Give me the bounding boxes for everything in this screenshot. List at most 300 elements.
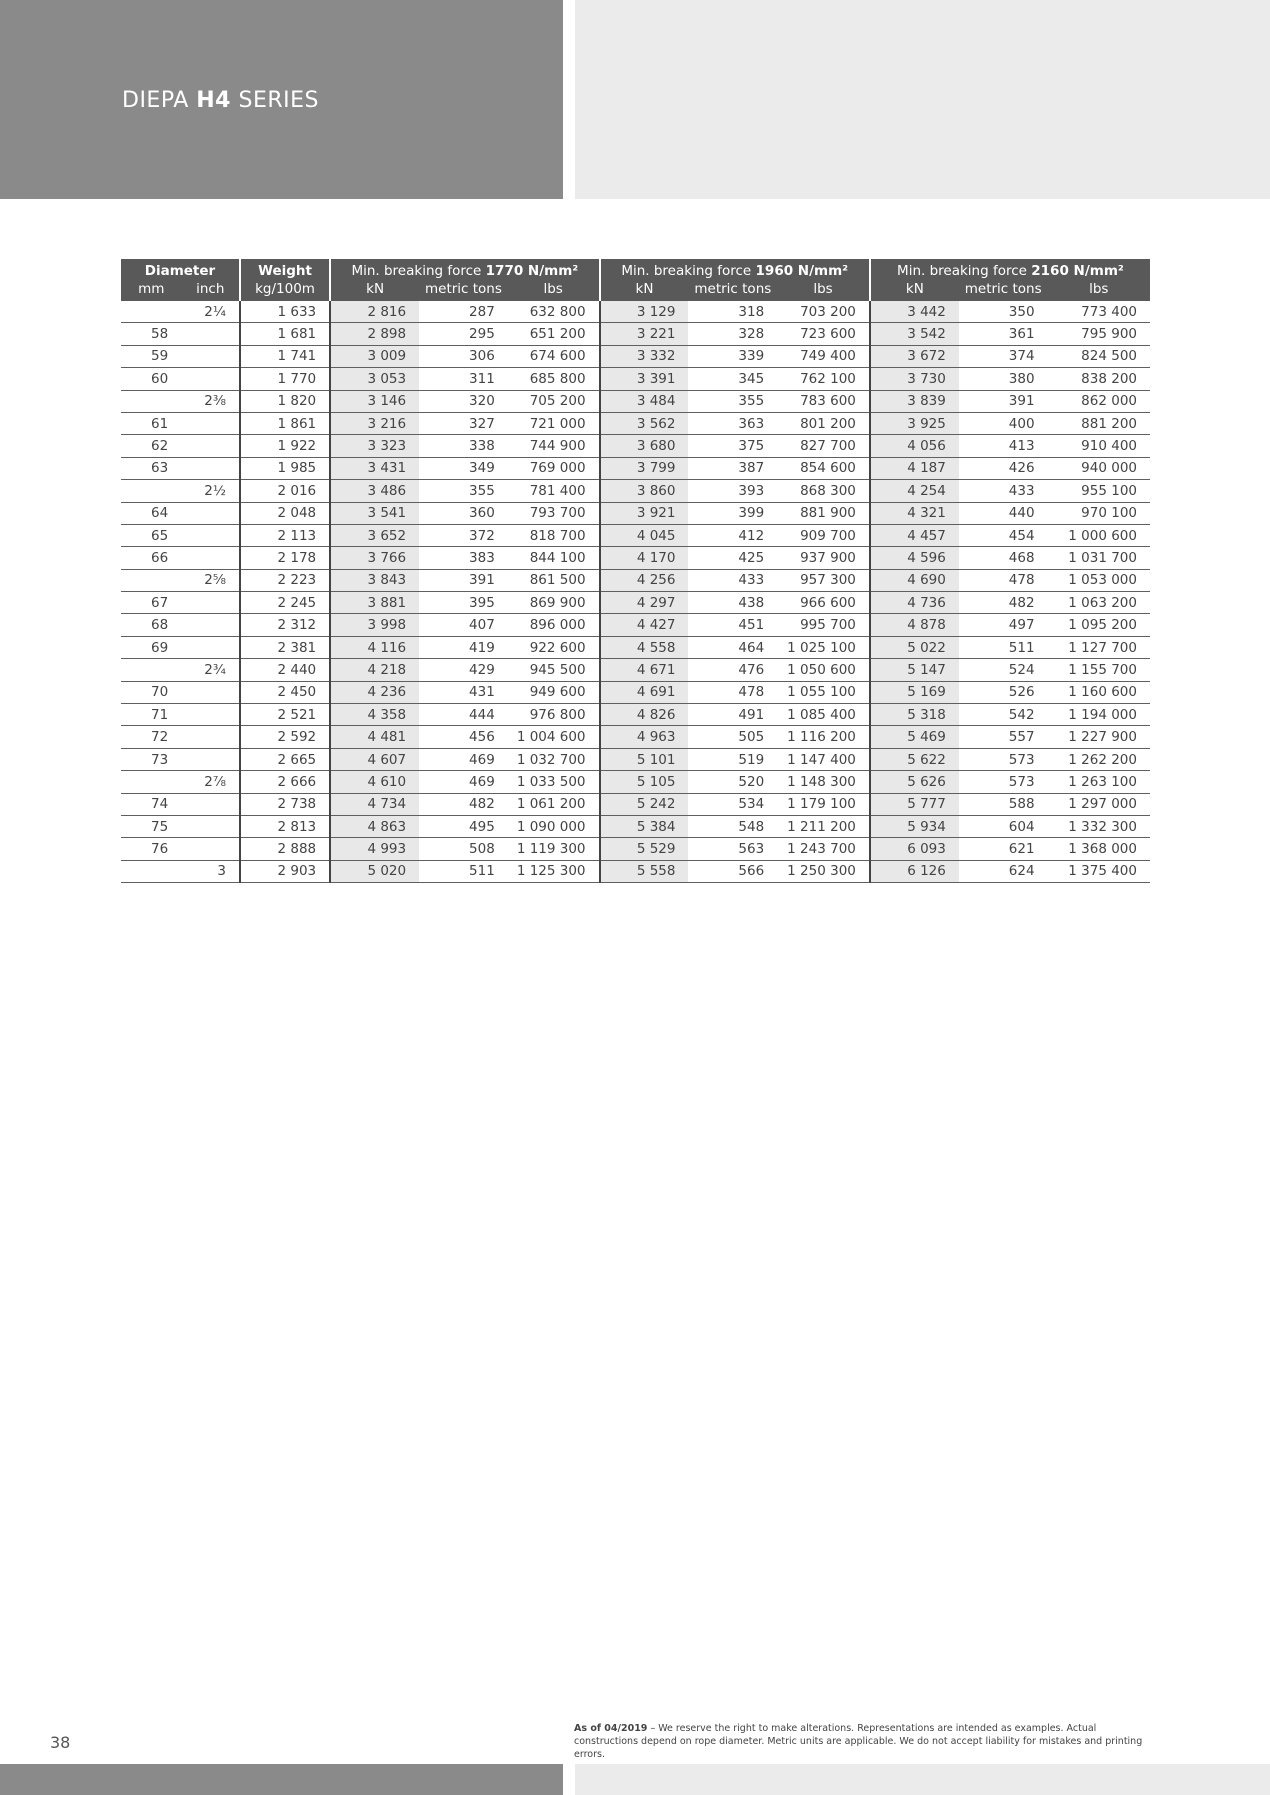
cell-tons-1770: 372 (419, 524, 508, 546)
cell-inch (182, 681, 240, 703)
cell-lbs-1960: 783 600 (777, 390, 870, 412)
cell-lbs-2160: 1 332 300 (1048, 815, 1150, 837)
cell-kn-2160: 4 457 (870, 524, 959, 546)
cell-weight: 2 738 (240, 793, 330, 815)
cell-tons-1770: 429 (419, 659, 508, 681)
cell-kn-2160: 5 147 (870, 659, 959, 681)
cell-weight: 1 861 (240, 412, 330, 434)
cell-tons-1960: 355 (688, 390, 777, 412)
group-1770-header (330, 259, 599, 280)
cell-lbs-1770: 651 200 (508, 323, 600, 345)
cell-lbs-1960: 1 116 200 (777, 726, 870, 748)
cell-kn-2160: 3 442 (870, 301, 959, 323)
cell-kn-2160: 5 626 (870, 771, 959, 793)
table-row (121, 569, 1150, 591)
cell-weight: 2 813 (240, 815, 330, 837)
cell-tons-1960: 328 (688, 323, 777, 345)
cell-mm (121, 569, 182, 591)
cell-tons-1770: 295 (419, 323, 508, 345)
cell-tons-2160: 440 (959, 502, 1048, 524)
table-row (121, 659, 1150, 681)
cell-tons-1770: 349 (419, 457, 508, 479)
cell-lbs-1770: 674 600 (508, 345, 600, 367)
cell-tons-2160: 497 (959, 614, 1048, 636)
table-row (121, 771, 1150, 793)
cell-weight: 1 741 (240, 345, 330, 367)
kn-header: kN (600, 280, 689, 301)
cell-lbs-1960: 1 085 400 (777, 704, 870, 726)
cell-weight: 1 985 (240, 457, 330, 479)
cell-kn-1770: 4 218 (330, 659, 419, 681)
cell-mm: 69 (121, 636, 182, 658)
cell-kn-1770: 4 116 (330, 636, 419, 658)
table-row (121, 435, 1150, 457)
cell-kn-2160: 5 318 (870, 704, 959, 726)
cell-tons-1960: 375 (688, 435, 777, 457)
cell-tons-1770: 327 (419, 412, 508, 434)
cell-kn-1770: 3 323 (330, 435, 419, 457)
cell-kn-1770: 3 652 (330, 524, 419, 546)
cell-kn-1960: 3 799 (600, 457, 689, 479)
cell-tons-2160: 482 (959, 592, 1048, 614)
footnote-date: As of 04/2019 (574, 1723, 648, 1734)
cell-lbs-1770: 769 000 (508, 457, 600, 479)
cell-lbs-2160: 955 100 (1048, 480, 1150, 502)
cell-inch: 2½ (182, 480, 240, 502)
cell-mm: 58 (121, 323, 182, 345)
cell-lbs-1960: 703 200 (777, 301, 870, 323)
cell-tons-1960: 345 (688, 368, 777, 390)
cell-inch (182, 435, 240, 457)
cell-lbs-2160: 940 000 (1048, 457, 1150, 479)
table-body (121, 301, 1150, 883)
group-2160-header (870, 259, 1150, 280)
cell-tons-1960: 438 (688, 592, 777, 614)
table-row (121, 860, 1150, 882)
cell-tons-2160: 621 (959, 838, 1048, 860)
cell-kn-1960: 5 101 (600, 748, 689, 770)
table-row (121, 480, 1150, 502)
cell-inch: 2⅝ (182, 569, 240, 591)
cell-mm: 71 (121, 704, 182, 726)
cell-weight: 2 450 (240, 681, 330, 703)
group-1960-strength: 1960 N/mm² (755, 263, 849, 279)
cell-tons-2160: 433 (959, 480, 1048, 502)
cell-tons-2160: 400 (959, 412, 1048, 434)
weight-unit-header: kg/100m (240, 280, 330, 301)
cell-kn-2160: 3 542 (870, 323, 959, 345)
cell-lbs-1960: 801 200 (777, 412, 870, 434)
cell-tons-2160: 573 (959, 771, 1048, 793)
cell-lbs-1770: 705 200 (508, 390, 600, 412)
cell-kn-1960: 3 680 (600, 435, 689, 457)
cell-weight: 2 223 (240, 569, 330, 591)
cell-mm: 67 (121, 592, 182, 614)
cell-mm: 65 (121, 524, 182, 546)
cell-tons-1770: 495 (419, 815, 508, 837)
cell-kn-1770: 3 486 (330, 480, 419, 502)
cell-lbs-1960: 723 600 (777, 323, 870, 345)
cell-tons-1960: 433 (688, 569, 777, 591)
cell-lbs-2160: 1 368 000 (1048, 838, 1150, 860)
cell-mm: 68 (121, 614, 182, 636)
cell-lbs-2160: 1 263 100 (1048, 771, 1150, 793)
cell-kn-1770: 3 431 (330, 457, 419, 479)
cell-lbs-2160: 1 160 600 (1048, 681, 1150, 703)
cell-tons-1960: 505 (688, 726, 777, 748)
group-1960-header (600, 259, 870, 280)
cell-kn-1960: 4 297 (600, 592, 689, 614)
cell-tons-2160: 380 (959, 368, 1048, 390)
cell-mm: 61 (121, 412, 182, 434)
cell-lbs-2160: 824 500 (1048, 345, 1150, 367)
cell-mm: 70 (121, 681, 182, 703)
cell-lbs-1770: 861 500 (508, 569, 600, 591)
cell-lbs-1770: 632 800 (508, 301, 600, 323)
cell-lbs-1770: 844 100 (508, 547, 600, 569)
cell-inch: 2¾ (182, 659, 240, 681)
cell-lbs-1770: 1 061 200 (508, 793, 600, 815)
cell-tons-1770: 431 (419, 681, 508, 703)
table-row (121, 592, 1150, 614)
table-row (121, 547, 1150, 569)
cell-lbs-1770: 949 600 (508, 681, 600, 703)
cell-tons-1770: 469 (419, 771, 508, 793)
cell-tons-1960: 520 (688, 771, 777, 793)
cell-kn-1770: 4 993 (330, 838, 419, 860)
cell-lbs-1960: 1 147 400 (777, 748, 870, 770)
table-row (121, 681, 1150, 703)
cell-kn-1770: 4 236 (330, 681, 419, 703)
cell-tons-1960: 387 (688, 457, 777, 479)
table-row (121, 838, 1150, 860)
cell-lbs-2160: 1 262 200 (1048, 748, 1150, 770)
cell-kn-1770: 3 053 (330, 368, 419, 390)
metric-tons-header: metric tons (688, 280, 777, 301)
cell-weight: 2 888 (240, 838, 330, 860)
cell-tons-1960: 566 (688, 860, 777, 882)
series-suffix: SERIES (238, 88, 319, 113)
cell-kn-2160: 4 736 (870, 592, 959, 614)
cell-inch (182, 345, 240, 367)
cell-kn-1770: 3 766 (330, 547, 419, 569)
cell-lbs-1960: 995 700 (777, 614, 870, 636)
cell-inch (182, 323, 240, 345)
cell-kn-1770: 3 541 (330, 502, 419, 524)
cell-kn-2160: 3 925 (870, 412, 959, 434)
cell-lbs-1960: 1 148 300 (777, 771, 870, 793)
table-row (121, 614, 1150, 636)
cell-kn-2160: 5 169 (870, 681, 959, 703)
cell-weight: 2 381 (240, 636, 330, 658)
cell-kn-2160: 5 622 (870, 748, 959, 770)
cell-mm (121, 390, 182, 412)
cell-weight: 2 113 (240, 524, 330, 546)
table-row (121, 323, 1150, 345)
lbs-header: lbs (777, 280, 870, 301)
table-row (121, 704, 1150, 726)
cell-inch: 2⅜ (182, 390, 240, 412)
cell-mm: 76 (121, 838, 182, 860)
cell-kn-2160: 4 056 (870, 435, 959, 457)
cell-lbs-2160: 1 031 700 (1048, 547, 1150, 569)
table-row (121, 457, 1150, 479)
cell-kn-2160: 4 321 (870, 502, 959, 524)
cell-lbs-2160: 1 155 700 (1048, 659, 1150, 681)
cell-tons-1960: 393 (688, 480, 777, 502)
cell-kn-2160: 5 022 (870, 636, 959, 658)
cell-kn-1960: 3 129 (600, 301, 689, 323)
cell-inch (182, 815, 240, 837)
cell-kn-2160: 3 839 (870, 390, 959, 412)
cell-lbs-1770: 721 000 (508, 412, 600, 434)
cell-lbs-1770: 1 004 600 (508, 726, 600, 748)
cell-weight: 2 666 (240, 771, 330, 793)
cell-lbs-1770: 793 700 (508, 502, 600, 524)
cell-mm: 59 (121, 345, 182, 367)
cell-lbs-2160: 862 000 (1048, 390, 1150, 412)
cell-weight: 2 312 (240, 614, 330, 636)
cell-inch (182, 502, 240, 524)
cell-inch: 3 (182, 860, 240, 882)
cell-mm (121, 771, 182, 793)
cell-mm: 74 (121, 793, 182, 815)
cell-tons-1770: 311 (419, 368, 508, 390)
cell-lbs-1770: 818 700 (508, 524, 600, 546)
cell-tons-1770: 419 (419, 636, 508, 658)
cell-kn-1770: 4 734 (330, 793, 419, 815)
cell-lbs-2160: 795 900 (1048, 323, 1150, 345)
footnote-text: – We reserve the right to make alterations. Representations are intended as examples. Actual constructions depend on rope diameter. Metric units are applicable. We do not accept liability for mistakes and printing errors. (574, 1723, 1143, 1760)
cell-kn-1960: 4 558 (600, 636, 689, 658)
cell-tons-1770: 482 (419, 793, 508, 815)
cell-mm: 62 (121, 435, 182, 457)
cell-tons-1770: 383 (419, 547, 508, 569)
cell-inch: 2¼ (182, 301, 240, 323)
cell-weight: 2 245 (240, 592, 330, 614)
table-row (121, 748, 1150, 770)
cell-kn-2160: 3 730 (870, 368, 959, 390)
group-1960-prefix: Min. breaking force (621, 263, 752, 279)
cell-mm (121, 480, 182, 502)
cell-tons-2160: 557 (959, 726, 1048, 748)
table-row (121, 301, 1150, 323)
metric-tons-header: metric tons (959, 280, 1048, 301)
cell-tons-1960: 519 (688, 748, 777, 770)
cell-inch (182, 726, 240, 748)
cell-inch (182, 457, 240, 479)
cell-weight: 1 770 (240, 368, 330, 390)
cell-kn-2160: 3 672 (870, 345, 959, 367)
cell-kn-1960: 5 558 (600, 860, 689, 882)
cell-tons-1770: 511 (419, 860, 508, 882)
cell-lbs-1770: 744 900 (508, 435, 600, 457)
cell-kn-2160: 4 596 (870, 547, 959, 569)
cell-mm: 73 (121, 748, 182, 770)
cell-tons-2160: 542 (959, 704, 1048, 726)
cell-lbs-1770: 1 032 700 (508, 748, 600, 770)
cell-lbs-1960: 909 700 (777, 524, 870, 546)
footer-band-light (575, 1764, 1270, 1795)
cell-lbs-2160: 1 127 700 (1048, 636, 1150, 658)
cell-tons-2160: 624 (959, 860, 1048, 882)
table-row (121, 726, 1150, 748)
cell-mm (121, 860, 182, 882)
cell-lbs-1960: 966 600 (777, 592, 870, 614)
cell-lbs-1960: 1 179 100 (777, 793, 870, 815)
cell-tons-1960: 491 (688, 704, 777, 726)
cell-kn-1770: 3 216 (330, 412, 419, 434)
cell-tons-1770: 338 (419, 435, 508, 457)
cell-weight: 2 592 (240, 726, 330, 748)
diameter-header: Diameter (121, 259, 240, 280)
brand-name: DIEPA (122, 88, 189, 113)
footer-band-dark (0, 1764, 563, 1795)
cell-kn-1960: 5 105 (600, 771, 689, 793)
cell-mm: 60 (121, 368, 182, 390)
inch-header: inch (182, 280, 240, 301)
cell-lbs-2160: 1 375 400 (1048, 860, 1150, 882)
cell-tons-1960: 412 (688, 524, 777, 546)
cell-inch (182, 793, 240, 815)
cell-tons-1960: 534 (688, 793, 777, 815)
cell-tons-1960: 339 (688, 345, 777, 367)
cell-kn-1770: 3 881 (330, 592, 419, 614)
cell-inch (182, 592, 240, 614)
table-row (121, 345, 1150, 367)
cell-tons-2160: 361 (959, 323, 1048, 345)
cell-tons-1770: 407 (419, 614, 508, 636)
cell-tons-2160: 454 (959, 524, 1048, 546)
cell-weight: 2 016 (240, 480, 330, 502)
cell-lbs-1960: 881 900 (777, 502, 870, 524)
group-1770-strength: 1770 N/mm² (485, 263, 579, 279)
cell-lbs-1770: 1 125 300 (508, 860, 600, 882)
cell-weight: 2 521 (240, 704, 330, 726)
group-2160-strength: 2160 N/mm² (1031, 263, 1124, 279)
cell-tons-1770: 456 (419, 726, 508, 748)
cell-mm: 66 (121, 547, 182, 569)
cell-tons-2160: 573 (959, 748, 1048, 770)
page-number: 38 (50, 1733, 71, 1752)
cell-tons-1960: 318 (688, 301, 777, 323)
cell-lbs-1960: 1 025 100 (777, 636, 870, 658)
cell-tons-2160: 413 (959, 435, 1048, 457)
cell-kn-1960: 3 484 (600, 390, 689, 412)
header-band-light (575, 0, 1270, 199)
footnote (574, 1722, 1154, 1761)
cell-kn-2160: 4 254 (870, 480, 959, 502)
cell-kn-2160: 5 777 (870, 793, 959, 815)
lbs-header: lbs (1048, 280, 1150, 301)
cell-tons-2160: 374 (959, 345, 1048, 367)
cell-kn-2160: 5 469 (870, 726, 959, 748)
cell-tons-1770: 306 (419, 345, 508, 367)
header-row-units (121, 280, 1150, 301)
cell-mm (121, 659, 182, 681)
cell-kn-1960: 4 045 (600, 524, 689, 546)
cell-tons-1960: 425 (688, 547, 777, 569)
cell-kn-1960: 5 242 (600, 793, 689, 815)
table-row (121, 524, 1150, 546)
header-row-titles (121, 259, 1150, 280)
kn-header: kN (870, 280, 959, 301)
cell-kn-1960: 4 691 (600, 681, 689, 703)
kn-header: kN (330, 280, 419, 301)
cell-kn-2160: 6 126 (870, 860, 959, 882)
cell-lbs-2160: 1 227 900 (1048, 726, 1150, 748)
cell-lbs-2160: 881 200 (1048, 412, 1150, 434)
cell-mm: 72 (121, 726, 182, 748)
cell-kn-1770: 3 009 (330, 345, 419, 367)
cell-kn-2160: 4 187 (870, 457, 959, 479)
cell-tons-2160: 478 (959, 569, 1048, 591)
cell-inch (182, 547, 240, 569)
cell-inch (182, 412, 240, 434)
cell-kn-1770: 4 863 (330, 815, 419, 837)
cell-lbs-1770: 1 119 300 (508, 838, 600, 860)
cell-tons-1960: 363 (688, 412, 777, 434)
cell-lbs-1960: 957 300 (777, 569, 870, 591)
cell-lbs-1770: 869 900 (508, 592, 600, 614)
cell-kn-1770: 4 610 (330, 771, 419, 793)
mm-header: mm (121, 280, 182, 301)
cell-inch (182, 636, 240, 658)
table-row (121, 368, 1150, 390)
cell-tons-2160: 426 (959, 457, 1048, 479)
cell-kn-2160: 5 934 (870, 815, 959, 837)
cell-lbs-1960: 1 055 100 (777, 681, 870, 703)
cell-tons-1960: 476 (688, 659, 777, 681)
cell-lbs-1960: 749 400 (777, 345, 870, 367)
cell-lbs-1770: 922 600 (508, 636, 600, 658)
breaking-force-table (121, 259, 1150, 883)
cell-tons-2160: 391 (959, 390, 1048, 412)
cell-kn-2160: 6 093 (870, 838, 959, 860)
cell-lbs-1770: 896 000 (508, 614, 600, 636)
cell-kn-1960: 3 562 (600, 412, 689, 434)
cell-kn-1770: 4 481 (330, 726, 419, 748)
cell-kn-1770: 4 607 (330, 748, 419, 770)
cell-tons-1960: 451 (688, 614, 777, 636)
cell-lbs-1960: 937 900 (777, 547, 870, 569)
cell-kn-1770: 2 898 (330, 323, 419, 345)
cell-lbs-1770: 976 800 (508, 704, 600, 726)
cell-lbs-2160: 910 400 (1048, 435, 1150, 457)
cell-kn-1960: 3 921 (600, 502, 689, 524)
group-2160-prefix: Min. breaking force (897, 263, 1027, 279)
cell-lbs-1960: 854 600 (777, 457, 870, 479)
cell-kn-1960: 4 427 (600, 614, 689, 636)
cell-tons-1960: 399 (688, 502, 777, 524)
cell-inch (182, 368, 240, 390)
table-row (121, 390, 1150, 412)
cell-kn-1770: 2 816 (330, 301, 419, 323)
cell-lbs-2160: 1 000 600 (1048, 524, 1150, 546)
cell-lbs-2160: 1 095 200 (1048, 614, 1150, 636)
cell-kn-1960: 5 384 (600, 815, 689, 837)
cell-tons-2160: 588 (959, 793, 1048, 815)
cell-tons-2160: 468 (959, 547, 1048, 569)
cell-kn-1960: 4 256 (600, 569, 689, 591)
cell-tons-1770: 469 (419, 748, 508, 770)
cell-tons-2160: 350 (959, 301, 1048, 323)
cell-kn-1770: 5 020 (330, 860, 419, 882)
cell-lbs-1960: 868 300 (777, 480, 870, 502)
cell-mm: 64 (121, 502, 182, 524)
cell-kn-2160: 4 878 (870, 614, 959, 636)
cell-lbs-1960: 1 211 200 (777, 815, 870, 837)
